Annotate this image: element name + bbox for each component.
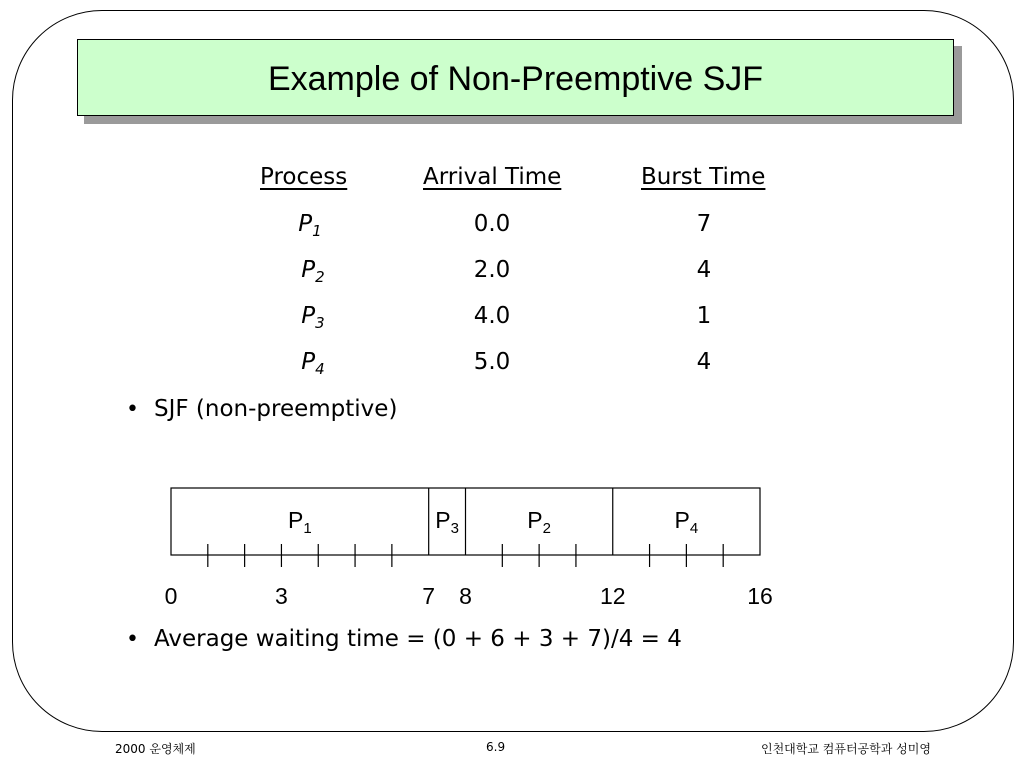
arrival-cell: 5.0 bbox=[473, 349, 511, 375]
axis-label: 12 bbox=[599, 583, 626, 609]
process-letter: P bbox=[298, 211, 313, 237]
segment-label: $P_2$ bbox=[527, 507, 551, 537]
axis-label: 16 bbox=[747, 583, 773, 609]
bullet-text: Average waiting time = (0 + 6 + 3 + 7)/4 = 4 bbox=[154, 626, 682, 652]
axis-label: 8 bbox=[459, 583, 472, 609]
axis-label: 0 bbox=[164, 583, 178, 609]
arrival-cell: 0.0 bbox=[473, 211, 511, 237]
header-burst-time: Burst Time bbox=[641, 164, 766, 190]
slide-title: Example of Non-Preemptive SJF bbox=[267, 60, 764, 98]
footer-page-number: 6.9 bbox=[486, 740, 506, 754]
segment-label: $P_4$ bbox=[674, 507, 699, 537]
bullet-marker: • bbox=[126, 397, 139, 422]
process-letter: P bbox=[301, 349, 316, 375]
bullet-marker: • bbox=[126, 627, 139, 652]
process-letter: P bbox=[301, 303, 316, 329]
segment-label: $P_3$ bbox=[435, 507, 459, 537]
burst-cell: 7 bbox=[696, 211, 712, 237]
process-subscript: 2 bbox=[315, 268, 325, 286]
arrival-cell: 2.0 bbox=[473, 257, 511, 283]
footer-author: 인천대학교 컴퓨터공학과 성미영 bbox=[761, 742, 931, 756]
bullet-text: SJF (non-preemptive) bbox=[154, 396, 398, 422]
segment-label: $P_1$ bbox=[288, 507, 312, 537]
header-arrival-time: Arrival Time bbox=[423, 164, 562, 190]
axis-label: 7 bbox=[422, 583, 436, 609]
process-subscript: 3 bbox=[315, 314, 325, 332]
axis-label: 3 bbox=[275, 583, 288, 609]
process-subscript: 1 bbox=[312, 222, 322, 240]
arrival-cell: 4.0 bbox=[473, 303, 511, 329]
burst-cell: 1 bbox=[696, 303, 712, 329]
burst-cell: 4 bbox=[696, 349, 712, 375]
burst-cell: 4 bbox=[696, 257, 712, 283]
process-letter: P bbox=[301, 257, 316, 283]
footer-course: 2000 운영체제 bbox=[115, 742, 196, 756]
process-subscript: 4 bbox=[315, 360, 325, 378]
header-process: Process bbox=[260, 164, 348, 190]
